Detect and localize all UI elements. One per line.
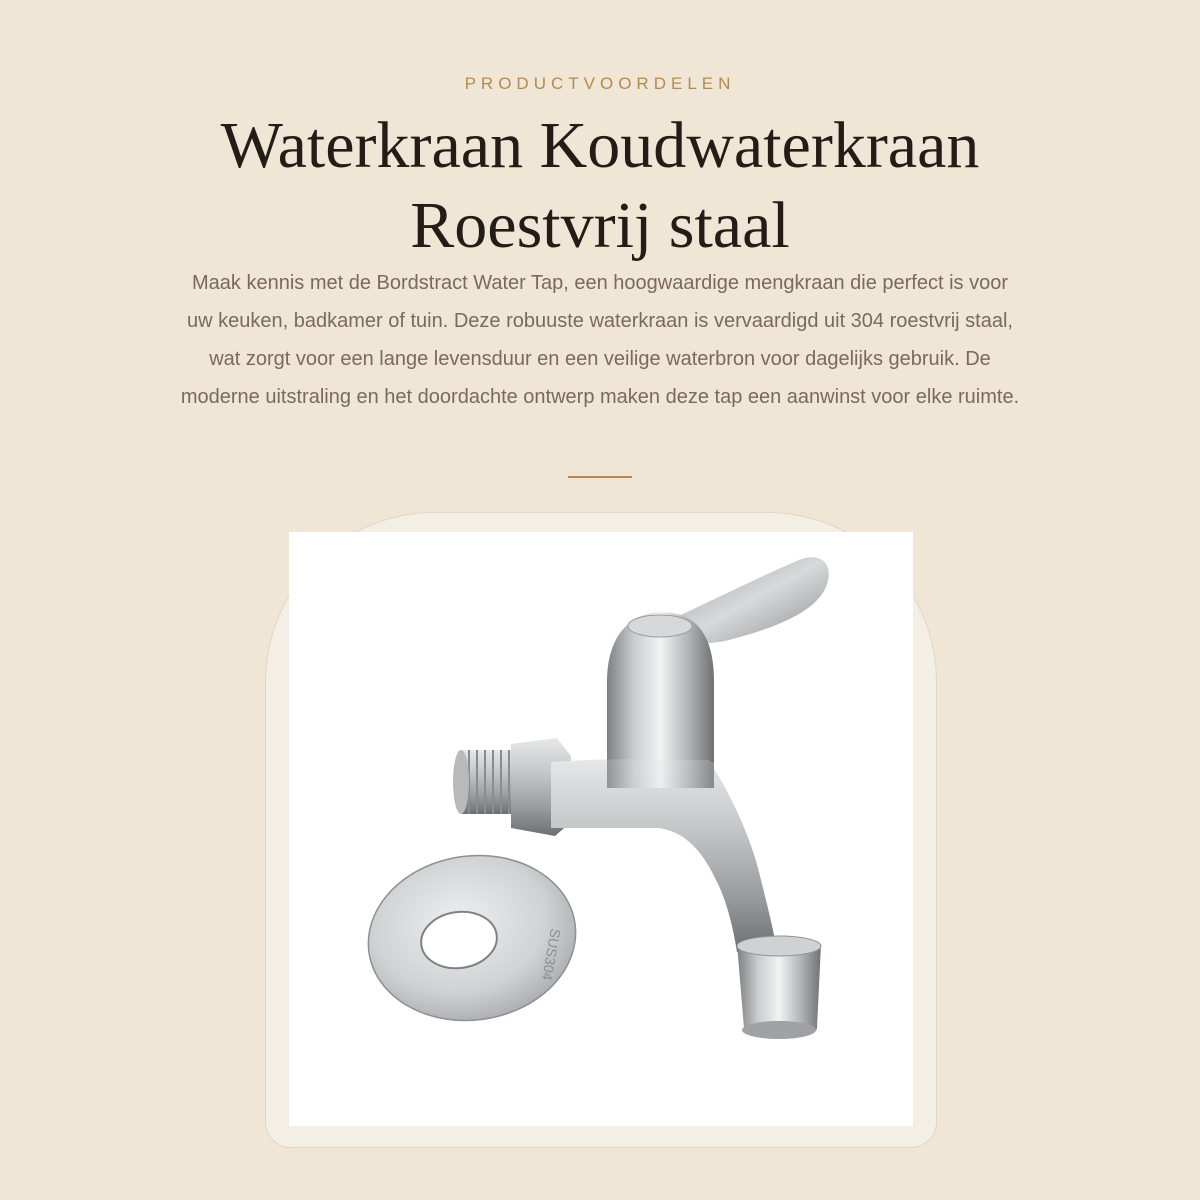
product-image <box>289 532 913 1126</box>
flange-ring <box>358 842 587 1033</box>
product-description: Maak kennis met de Bordstract Water Tap, een hoogwaardige mengkraan die perfect is voor uw keuken, badkamer of tuin. Deze robuuste waterkraan is vervaardigd uit 304 roestvrij staal, wat zorgt voor een lange levensduur en een veilige waterbron voor dagelijks gebruik. De moderne uitstraling en het doordachte ontwerp maken deze tap een aanwinst voor elke ruimte. <box>180 272 1020 408</box>
section-eyebrow: PRODUCTVOORDELEN <box>464 74 736 93</box>
section-divider <box>568 476 632 478</box>
water-tap-illustration <box>289 532 913 1126</box>
tap-body-spout <box>551 759 777 952</box>
product-title: Waterkraan Koudwaterkraan Roestvrij staal <box>220 109 980 262</box>
threaded-connector <box>453 750 515 814</box>
spout-nozzle <box>737 936 821 1039</box>
flange-stamp: SUS304 <box>538 927 564 982</box>
